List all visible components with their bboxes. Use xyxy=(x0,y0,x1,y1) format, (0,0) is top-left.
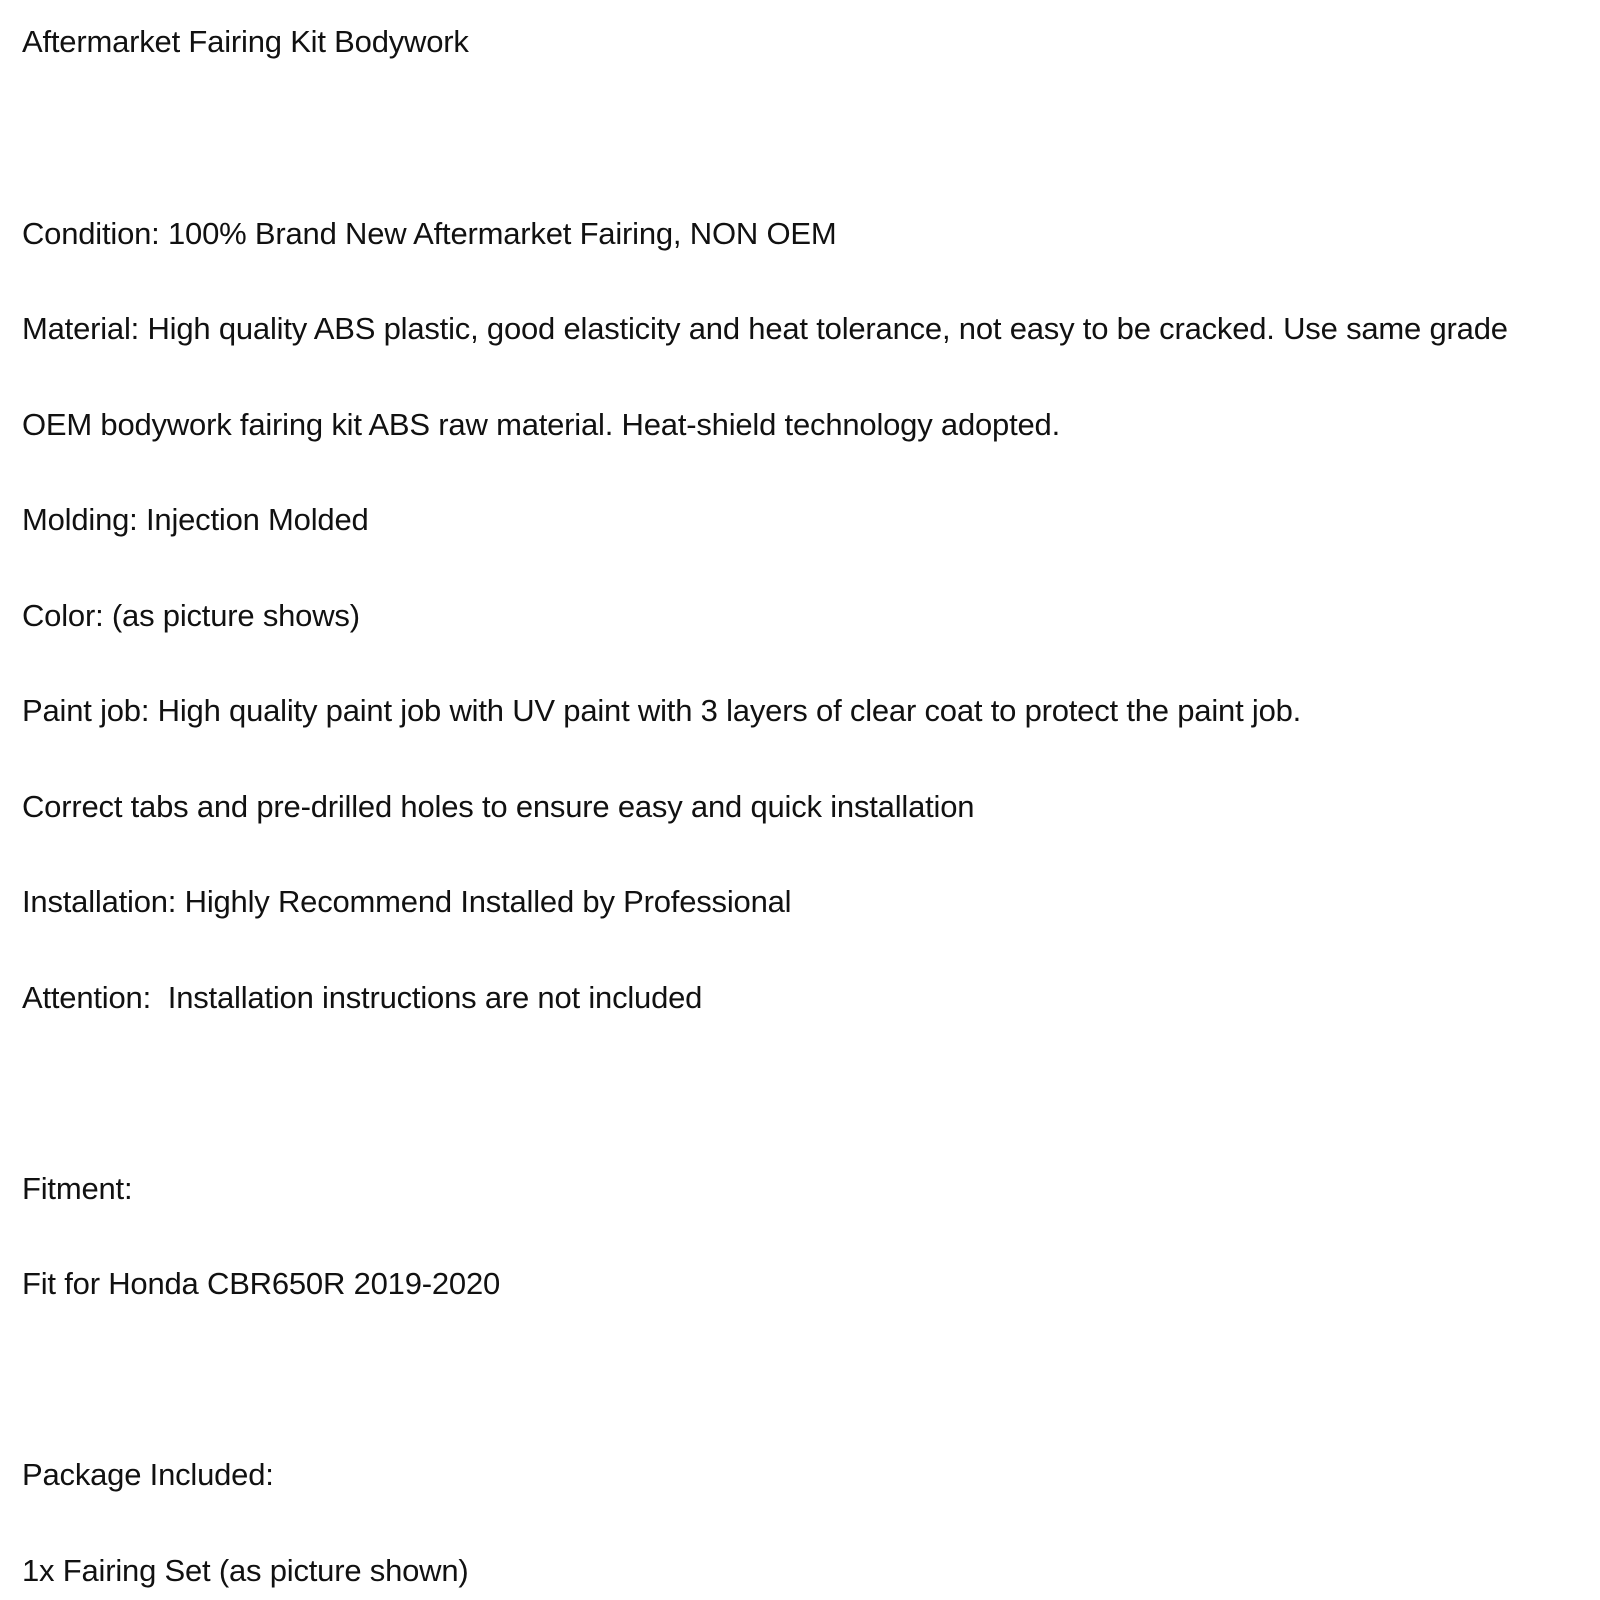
package-value: 1x Fairing Set (as picture shown) xyxy=(22,1553,469,1588)
material-line-2: OEM bodywork fairing kit ABS raw material. Heat-shield technology adopted. xyxy=(22,407,1060,442)
tabs-line: Correct tabs and pre-drilled holes to ensure easy and quick installation xyxy=(22,789,975,824)
fitment-value: Fit for Honda CBR650R 2019-2020 xyxy=(22,1266,501,1301)
material-line-1: Material: High quality ABS plastic, good elasticity and heat tolerance, not easy to be cracked. Use same grade xyxy=(22,311,1508,346)
molding-line: Molding: Injection Molded xyxy=(22,502,369,537)
attention-line: Attention: Installation instructions are not included xyxy=(22,980,703,1015)
condition-line: Condition: 100% Brand New Aftermarket Fairing, NON OEM xyxy=(22,216,837,251)
package-heading: Package Included: xyxy=(22,1457,274,1492)
installation-line: Installation: Highly Recommend Installed by Professional xyxy=(22,884,792,919)
fitment-heading: Fitment: xyxy=(22,1171,133,1206)
color-line: Color: (as picture shows) xyxy=(22,598,360,633)
paint-job-line: Paint job: High quality paint job with UV paint with 3 layers of clear coat to protect the paint job. xyxy=(22,693,1302,728)
document-title: Aftermarket Fairing Kit Bodywork xyxy=(22,24,469,59)
